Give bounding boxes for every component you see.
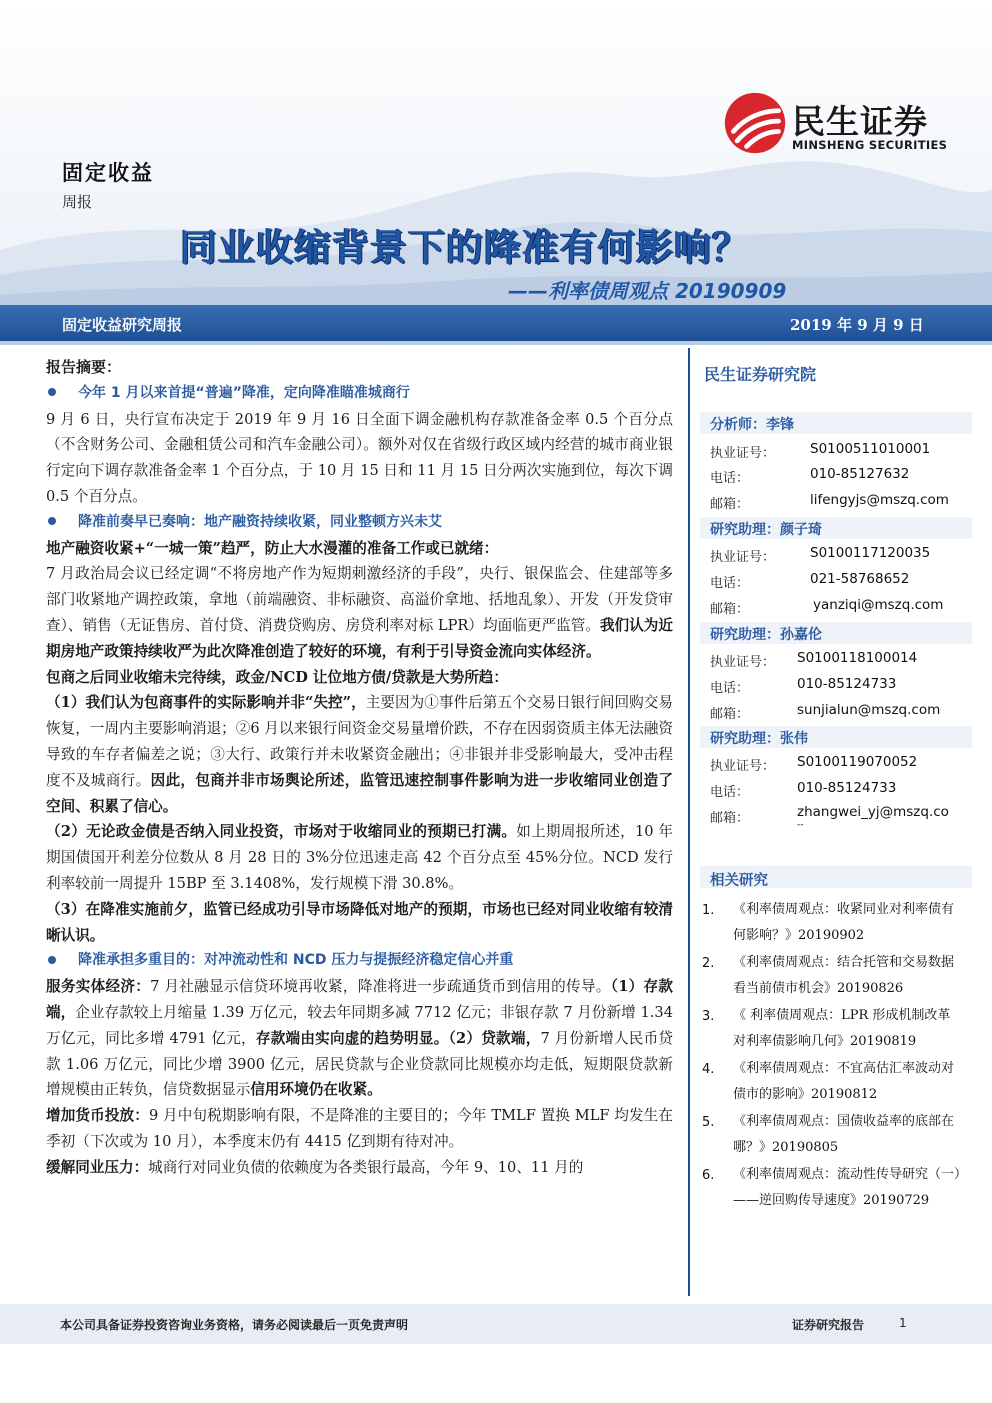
analyst-tel: 010-85127632 (810, 466, 910, 482)
mail-label: 邮箱： (710, 707, 750, 722)
summary-paragraph-3a: （1）我们认为包商事件的实际影响并非“失控”，主要因为①事件后第五个交易日银行间回购交易恢复，一周内主要影响消退；②6 月以来银行间资金交易量增价跌，不存在因弱资质主体无法融资导致的车存者偏差之说；③大行、政策行并未收紧资金融出；④非银并非受影响最大，受冲击程度不及城商行。因此，包商并非市场舆论所述，监管迅速控制事件影响为进一步收缩同业创造了空间、积累了信心。 (46, 694, 673, 815)
assistant-tel: 021-58768652 (810, 571, 910, 587)
related-num: 4. (702, 1062, 715, 1077)
summary-column (46, 355, 673, 1181)
bullet-heading-3: 降准承担多重目的：对冲流动性和 NCD 压力与提振经济稳定信心并重 (46, 948, 673, 974)
tel-label: 电话： (710, 681, 750, 696)
cert-label: 执业证号： (710, 446, 776, 461)
related-item[interactable]: 《利率债周观点：流动性传导研究（一）——逆回购传导速度》20190729 (733, 1167, 961, 1208)
cert-label: 执业证号： (710, 550, 776, 565)
assistant-role: 研究助理：颜子琦 (710, 522, 822, 538)
assistant-role: 研究助理：张伟 (710, 731, 808, 747)
assistant-cert: S0100118100014 (797, 650, 918, 666)
cert-label: 执业证号： (710, 655, 776, 670)
assistant-cert: S0100119070052 (797, 754, 918, 770)
related-item[interactable]: 《利率债周观点：结合托管和交易数据看当前债市机会》20190826 (733, 955, 955, 996)
bullet-heading-1: 今年 1 月以来首提“普遍”降准，定向降准瞄准城商行 (46, 381, 673, 407)
analyst-cert: S0100511010001 (810, 441, 931, 457)
related-num: 6. (702, 1168, 715, 1183)
related-research-heading: 相关研究 (710, 872, 768, 889)
assistant-role: 研究助理：孙嘉伦 (710, 627, 822, 643)
footer-disclaimer: 本公司具备证券投资咨询业务资格，请务必阅读最后一页免责声明 (60, 1318, 409, 1332)
bullet-dot-icon (48, 956, 56, 964)
assistant-tel: 010-85124733 (797, 676, 897, 692)
cert-label: 执业证号： (710, 759, 776, 774)
report-category: 固定收益 (62, 160, 154, 185)
related-item[interactable]: 《利率债周观点：国债收益率的底部在哪？》20190805 (733, 1114, 955, 1155)
page-number: 1 (899, 1316, 907, 1330)
report-subtitle: ——利率债周观点 20190909 (508, 279, 787, 303)
assistant-email[interactable]: zhangwei_yj@mszq.co (797, 804, 949, 820)
assistant-email[interactable]: yanziqi@mszq.com (813, 597, 944, 613)
summary-heading: 报告摘要： (46, 358, 122, 376)
email-overflow: -- (797, 820, 804, 830)
report-title: 同业收缩背景下的降准有何影响？ (180, 226, 750, 269)
bullet-dot-icon (48, 388, 56, 396)
related-num: 1. (702, 903, 715, 918)
related-num: 3. (702, 1009, 715, 1024)
summary-paragraph-2: 7 月政治局会议已经定调“不将房地产作为短期刺激经济的手段”，央行、银保监会、住建部等多部门收紧地产调控政策，拿地（前端融资、非标融资、高溢价拿地、括地乱象）、开发（开发贷审查）、销售（无证售房、首付贷、消费贷购房、房贷利率对标 LPR）均面临更严监管。我们认为近期房地产政策持续收严为此次降准创造了较好的环境，有利于引导资金流向实体经济。 (46, 565, 673, 660)
summary-paragraph-3c: （3）在降准实施前夕，监管已经成功引导市场降低对地产的预期，市场也已经对同业收缩有较清晰认识。 (46, 900, 673, 944)
mail-label: 邮箱： (710, 497, 750, 512)
summary-paragraph-5: 增加货币投放：9 月中旬税期影响有限，不是降准的主要目的；今年 TMLF 置换 MLF 均发生在季初（下次或为 10 月），本季度末仍有 4415 亿到期有待对冲。 (46, 1107, 673, 1150)
tel-label: 电话： (710, 576, 750, 591)
report-type: 周报 (62, 193, 93, 211)
bullet-dot-icon (48, 517, 56, 525)
report-series: 固定收益研究周报 (62, 316, 183, 334)
subheading-interbank: 包商之后同业收缩未完待续，政金/NCD 让位地方债/贷款是大势所趋： (46, 668, 508, 686)
related-item[interactable]: 《利率债周观点：收紧同业对利率债有何影响？》20190902 (733, 902, 955, 943)
mail-label: 邮箱： (710, 602, 750, 617)
summary-paragraph-3b: （2）无论政金债是否纳入同业投资，市场对于收缩同业的预期已打满。如上期周报所述，10 年期国债国开利差分位数从 8 月 28 日的 3%分位迅速走高 42 个百分点至 45%分位。NCD 发行利率较前一周提升 15BP 至 3.1408%，发行规模下滑 30.8%。 (46, 823, 673, 892)
report-date: 2019 年 9 月 9 日 (790, 316, 924, 334)
tel-label: 电话： (710, 785, 750, 800)
bullet-heading-2: 降准前奏早已奏响：地产融资持续收紧，同业整顿方兴未艾 (46, 510, 673, 536)
brand-name-en: MINSHENG SECURITIES (792, 138, 948, 152)
related-item[interactable]: 《 利率债周观点：LPR 形成机制改革对利率债影响几何》20190819 (733, 1008, 951, 1049)
assistant-tel: 010-85124733 (797, 780, 897, 796)
assistant-email[interactable]: sunjialun@mszq.com (797, 702, 941, 718)
minsheng-logo-icon (722, 90, 788, 156)
related-item[interactable]: 《利率债周观点：不宜高估汇率波动对债市的影响》20190812 (733, 1061, 955, 1102)
assistant-cert: S0100117120035 (810, 545, 931, 561)
subheading-property: 地产融资收紧+“一城一策”趋严，防止大水漫灌的准备工作或已就绪： (46, 539, 499, 557)
tel-label: 电话： (710, 471, 750, 486)
summary-paragraph-1: 9 月 6 日，央行宣布决定于 2019 年 9 月 16 日全面下调金融机构存款准备金率 0.5 个百分点（不含财务公司、金融租赁公司和汽车金融公司）。额外对仅在省级行政区域内经营的城市商业银行定向下调存款准备金率 1 个百分点，于 10 月 15 日和 11 月 15 日分两次实施到位，每次下调 0.5 个百分点。 (46, 410, 673, 505)
analyst-email[interactable]: lifengyjs@mszq.com (810, 492, 949, 508)
institute-name: 民生证券研究院 (704, 365, 817, 384)
related-num: 2. (702, 956, 715, 971)
summary-paragraph-6: 缓解同业压力：城商行对同业负债的依赖度为各类银行最高，今年 9、10、11 月的 (46, 1158, 584, 1176)
analyst-role: 分析师：李锋 (710, 417, 794, 433)
footer-label: 证券研究报告 (792, 1318, 865, 1332)
mail-label: 邮箱： (710, 811, 750, 826)
column-divider (688, 348, 690, 1296)
summary-paragraph-4: 服务实体经济：7 月社融显示信贷环境再收紧，降准将进一步疏通货币到信用的传导。（1）存款端，企业存款较上月缩量 1.39 万亿元，较去年同期多减 7712 亿元；非银存款 7 月份新增 1.34 万亿元，同比多增 4791 亿元，存款端由实向虚的趋势明显。（2）贷款端，7 月份新增人民币贷款 1.06 万亿元，同比少增 3900 亿元，居民贷款与企业贷款同比规模亦均走低，短期限贷款新增规模由正转负，信贷数据显示信用环境仍在收紧。 (46, 978, 673, 1099)
brand-name: 民生证券 (792, 102, 928, 141)
related-num: 5. (702, 1115, 715, 1130)
